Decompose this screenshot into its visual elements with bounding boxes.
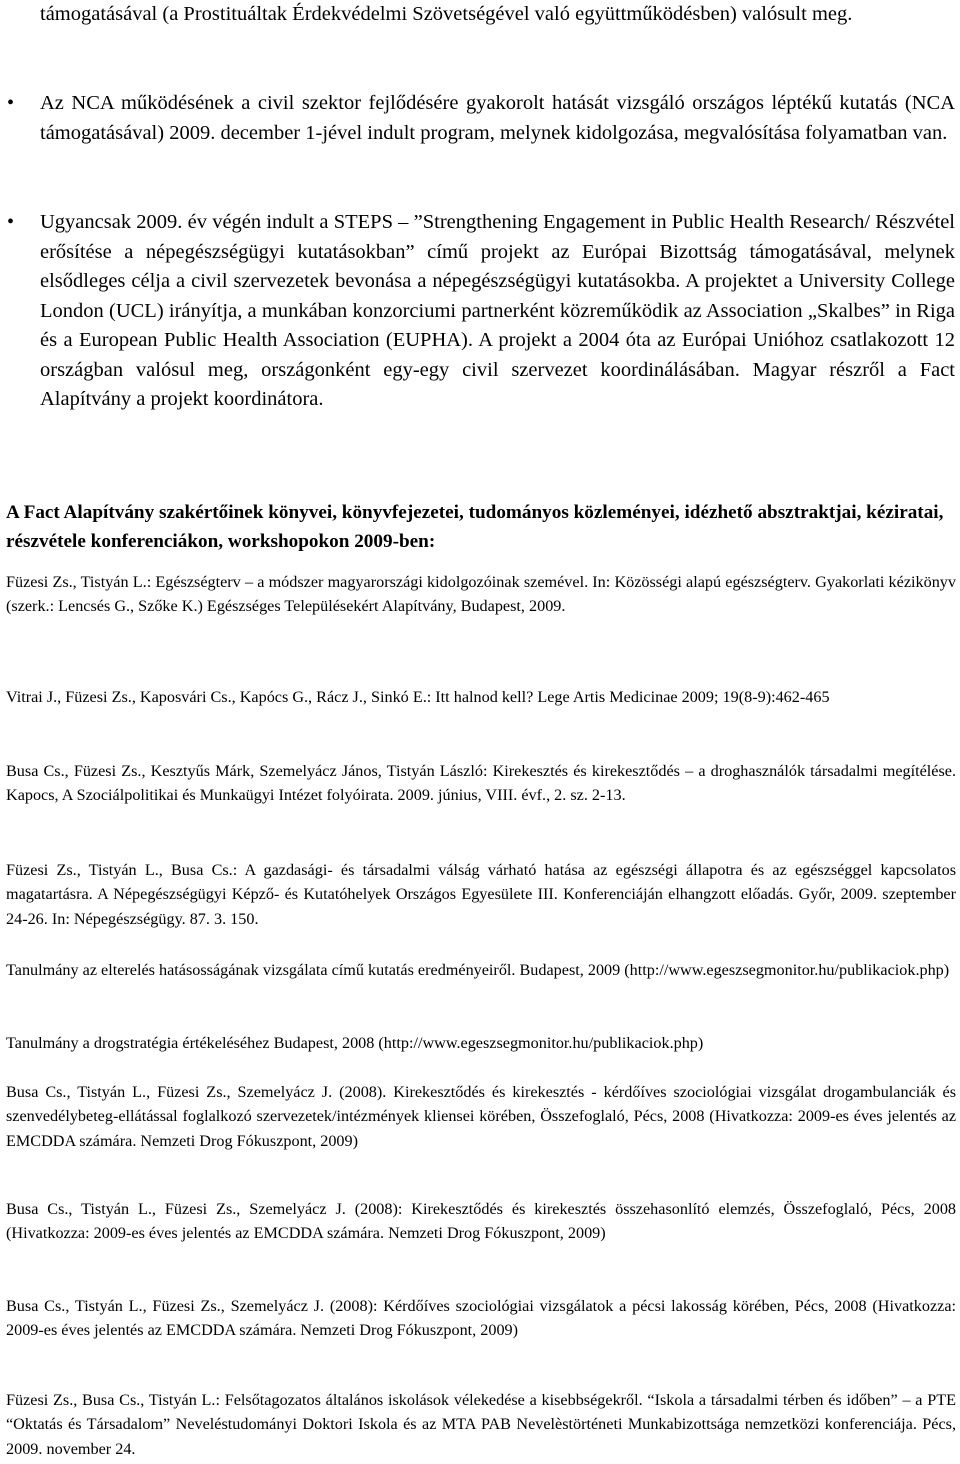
bullet-item-steps-text: Ugyancsak 2009. év végén indult a STEPS – ”Strengthening Engagement in Public Health Research/ Részvétel erősítése a népegészségügyi kutatásokban” című projekt az Európai Bizottság támogatásával, melynek elsődleges célja a civil szervezetek bevonása a népegészségügyi kutatásokba. A projektet a University College London (UCL) irányítja, a munkában konzorciumi partnerként közreműködik az Association „Skalbes” in Riga és a European Public Health Association (EUPHA). A projekt a 2004 óta az Európai Unióhoz csatlakozott 12 országban valósul meg, országonként egy-egy civil szervezet koordinálásában. Magyar részről a Fact Alapítvány a projekt koordinátora. — [40, 211, 955, 410]
bullet-item-nca — [7, 89, 955, 148]
reference-text: Füzesi Zs., Tistyán L.: Egészségterv – a módszer magyarországi kidolgozóinak szemével. In: Közösségi alapú egészségterv. Gyakorlati kézikönyv (szerk.: Lencsés G., Szőke K.) Egészséges Településekért Alapítvány, Budapest, 2009. — [6, 573, 956, 616]
reference-text: Füzesi Zs., Tistyán L., Busa Cs.: A gazdasági- és társadalmi válság várható hatása az egészségi állapotra és az egészséggel kapcsolatos magatartásra. A Népegészségügyi Képző- és Kutatóhelyek Országos Egyesülete III. Konferenciáján elhangzott előadás. Győr, 2009. szeptember 24-26. In: Népegészségügy. 87. 3. 150. — [6, 861, 956, 928]
reference-item — [6, 1197, 956, 1246]
section-heading — [6, 498, 956, 556]
reference-text: Busa Cs., Tistyán L., Füzesi Zs., Szemelyácz J. (2008): Kérdőíves szociológiai vizsgálatok a pécsi lakosság körében, Pécs, 2008 (Hivatkozza: 2009-es éves jelentés az EMCDDA számára. Nemzeti Drog Fókuszpont, 2009) — [6, 1297, 956, 1340]
bullet-icon: • — [7, 92, 15, 114]
reference-item — [6, 1294, 956, 1343]
reference-item — [6, 1388, 956, 1461]
reference-item — [6, 685, 956, 709]
section-heading-text: A Fact Alapítvány szakértőinek könyvei, könyvfejezetei, tudományos közleményei, idézhető absztraktjai, kéziratai, részvétele konferenciákon, workshopokon 2009-ben: — [6, 502, 944, 552]
reference-text: Busa Cs., Tistyán L., Füzesi Zs., Szemelyácz J. (2008). Kirekesztődés és kirekesztés - kérdőíves szociológiai vizsgálat drogambulanciák és szenvedélybeteg-ellátással foglalkozó szervezetek/intézmények kliensei körében, Összefoglaló, Pécs, 2008 (Hivatkozza: 2009-es éves jelentés az EMCDDA számára. Nemzeti Drog Fókuszpont, 2009) — [6, 1083, 956, 1150]
reference-item — [6, 759, 956, 808]
reference-text: Busa Cs., Tistyán L., Füzesi Zs., Szemelyácz J. (2008): Kirekesztődés és kirekesztés összehasonlító elemzés, Összefoglaló, Pécs, 2008 (Hivatkozza: 2009-es éves jelentés az EMCDDA számára. Nemzeti Drog Fókuszpont, 2009) — [6, 1200, 956, 1243]
reference-text: Tanulmány a drogstratégia értékeléséhez Budapest, 2008 (http://www.egeszsegmonitor.hu/publikaciok.php) — [6, 1034, 704, 1052]
reference-item — [6, 958, 956, 982]
bullet-item-nca-text: Az NCA működésének a civil szektor fejlődésére gyakorolt hatását vizsgáló országos léptékű kutatás (NCA támogatásával) 2009. december 1-jével indult program, melynek kidolgozása, megvalósítása folyamatban van. — [40, 92, 955, 144]
reference-text: Busa Cs., Füzesi Zs., Kesztyűs Márk, Szemelyácz János, Tistyán László: Kirekesztés és kirekesztődés – a droghasználók társadalmi megítélése. Kapocs, A Szociálpolitikai és Munkaügyi Intézet folyóirata. 2009. június, VIII. évf., 2. sz. 2-13. — [6, 762, 956, 805]
reference-item — [6, 858, 956, 931]
reference-item — [6, 1080, 956, 1153]
bullet-item-steps — [7, 208, 955, 415]
paragraph-intro — [40, 0, 955, 30]
reference-item — [6, 1031, 956, 1055]
bullet-icon: • — [7, 211, 15, 233]
reference-item — [6, 570, 956, 619]
reference-text: Vitrai J., Füzesi Zs., Kaposvári Cs., Kapócs G., Rácz J., Sinkó E.: Itt halnod kell? Lege Artis Medicinae 2009; 19(8-9):462-465 — [6, 688, 830, 706]
reference-text: Füzesi Zs., Busa Cs., Tistyán L.: Felsőtagozatos általános iskolások vélekedése a kisebbségekről. “Iskola a társadalmi térben és időben” – a PTE “Oktatás és Társadalom” Neveléstudományi Doktori Iskola és az MTA PAB Nevelèstörténeti Munkabizottsága nemzetközi konferenciája. Pécs, 2009. november 24. — [6, 1391, 956, 1458]
paragraph-intro-text: támogatásával (a Prostituáltak Érdekvédelmi Szövetségével való együttműködésben) valósult meg. — [40, 3, 853, 25]
reference-text: Tanulmány az elterelés hatásosságának vizsgálata című kutatás eredményeiről. Budapest, 2009 (http://www.egeszsegmonitor.hu/publikaciok.php) — [6, 961, 950, 979]
